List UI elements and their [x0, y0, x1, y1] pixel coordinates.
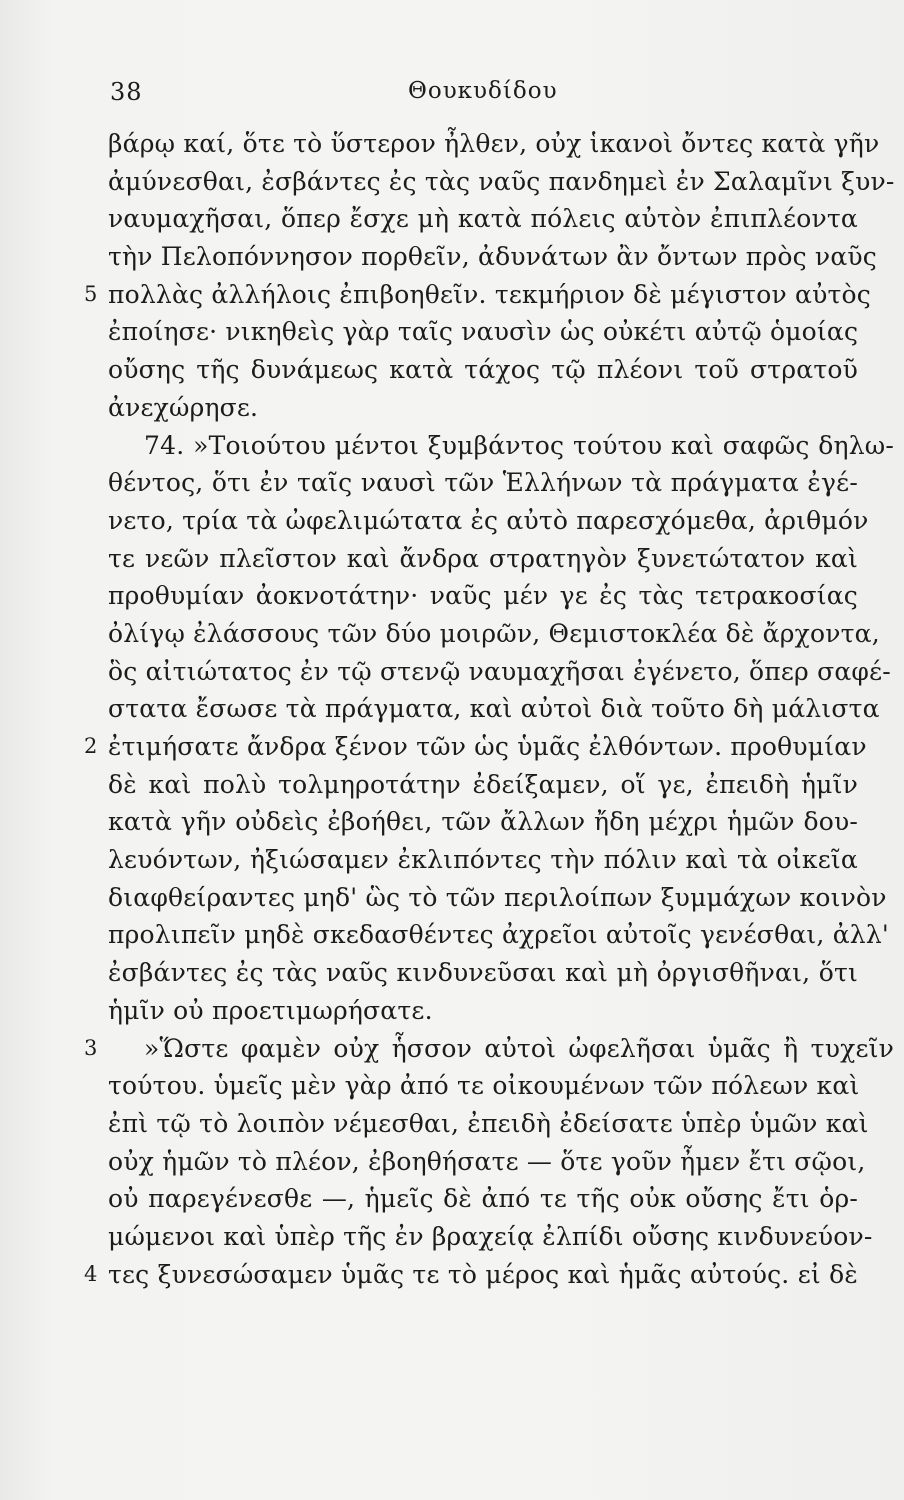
- text-line: [108, 464, 858, 502]
- line-text: προλιπεῖν μηδὲ σκεδασθέντες ἀχρεῖοι αὐτοῖς γενέσθαι, ἀλλ': [108, 920, 889, 950]
- text-line: [108, 540, 858, 578]
- line-text: οὔσης τῆς δυνάμεως κατὰ τάχος τῷ πλέονι τοῦ στρατοῦ: [108, 355, 858, 385]
- line-text: ἐπὶ τῷ τὸ λοιπὸν νέμεσθαι, ἐπειδὴ ἐδείσατε ὑπὲρ ὑμῶν καὶ: [108, 1108, 869, 1138]
- text-line: [84, 1256, 858, 1294]
- margin-section-number: 4: [84, 1261, 98, 1286]
- line-text: τες ξυνεσώσαμεν ὑμᾶς τε τὸ μέρος καὶ ἡμᾶς αὐτούς. εἰ δὲ: [108, 1259, 858, 1289]
- line-text: ἡμῖν οὐ προετιμωρήσατε.: [108, 995, 433, 1025]
- text-line: [108, 1105, 869, 1143]
- line-text: μώμενοι καὶ ὑπὲρ τῆς ἐν βραχείᾳ ἐλπίδι οὔσης κινδυνεύον-: [108, 1221, 873, 1251]
- text-line: [108, 916, 889, 954]
- text-line: [108, 351, 858, 389]
- text-line: [108, 1067, 858, 1105]
- text-line: [108, 766, 858, 804]
- line-text: λευόντων, ἠξιώσαμεν ἐκλιπόντες τὴν πόλιν καὶ τὰ οἰκεῖα: [108, 845, 858, 875]
- line-text: θέντος, ὅτι ἐν ταῖς ναυσὶ τῶν Ἑλλήνων τὰ πράγματα ἐγέ-: [108, 468, 858, 498]
- line-text: οὐχ ἡμῶν τὸ πλέον, ἐβοηθήσατε — ὅτε γοῦν ἦμεν ἔτι σῷοι,: [108, 1146, 866, 1176]
- line-text: βάρῳ καί, ὅτε τὸ ὕστερον ἦλθεν, οὐχ ἱκανοὶ ὄντες κατὰ γῆν: [108, 129, 880, 158]
- text-line: [108, 389, 858, 427]
- page-number: 38: [110, 78, 143, 106]
- text-line: [84, 728, 867, 766]
- line-text: ἀμύνεσθαι, ἐσβάντες ἐς τὰς ναῦς πανδημεὶ ἐν Σαλαμῖνι ξυν-: [108, 166, 895, 196]
- line-text: στατα ἔσωσε τὰ πράγματα, καὶ αὐτοὶ διὰ τοῦτο δὴ μάλιστα: [108, 694, 880, 724]
- line-text: τὴν Πελοπόννησον πορθεῖν, ἀδυνάτων ἂν ὄντων πρὸς ναῦς: [108, 242, 878, 272]
- line-text: διαφθείραντες μηδ' ὣς τὸ τῶν περιλοίπων ξυμμάχων κοινὸν: [108, 882, 887, 912]
- line-text: »Ὥστε φαμὲν οὐχ ἧσσον αὐτοὶ ὠφελῆσαι ὑμᾶς ἢ τυχεῖν: [144, 1033, 894, 1063]
- text-line: [108, 163, 895, 201]
- text-line: [84, 276, 871, 314]
- line-text: ναυμαχῆσαι, ὅπερ ἔσχε μὴ κατὰ πόλεις αὐτὸν ἐπιπλέοντα: [108, 204, 858, 234]
- text-line: [108, 502, 869, 540]
- text-line: [108, 1180, 858, 1218]
- line-text: νετο, τρία τὰ ὠφελιμώτατα ἐς αὐτὸ παρεσχόμεθα, ἀριθμόν: [108, 505, 869, 535]
- line-text: ἐσβάντες ἐς τὰς ναῦς κινδυνεῦσαι καὶ μὴ ὀργισθῆναι, ὅτι: [108, 958, 858, 988]
- line-text: πολλὰς ἀλλήλοις ἐπιβοηθεῖν. τεκμήριον δὲ μέγιστον αὐτὸς: [108, 279, 871, 309]
- text-line: [108, 200, 858, 238]
- text-line: [84, 1030, 894, 1068]
- text-line: [108, 427, 894, 465]
- text-line: [108, 125, 880, 163]
- line-text: τούτου. ὑμεῖς μὲν γὰρ ἀπό τε οἰκουμένων τῶν πόλεων καὶ: [108, 1071, 860, 1101]
- running-head: Θουκυδίδου: [408, 78, 558, 104]
- text-line: [108, 1218, 873, 1256]
- text-line: [108, 238, 878, 276]
- margin-section-number: 5: [84, 281, 98, 306]
- text-line: [108, 803, 858, 841]
- text-line: [108, 992, 858, 1030]
- page-header: [0, 78, 904, 118]
- text-line: [108, 313, 858, 351]
- line-text: ὃς αἰτιώτατος ἐν τῷ στενῷ ναυμαχῆσαι ἐγένετο, ὅπερ σαφέ-: [108, 656, 891, 686]
- line-text: ἐποίησε· νικηθεὶς γὰρ ταῖς ναυσὶν ὡς οὐκέτι αὐτῷ ὁμοίας: [108, 317, 859, 347]
- line-text: κατὰ γῆν οὐδεὶς ἐβοήθει, τῶν ἄλλων ἤδη μέχρι ἡμῶν δου-: [108, 807, 858, 837]
- text-line: [108, 841, 858, 879]
- line-text: τε νεῶν πλεῖστον καὶ ἄνδρα στρατηγὸν ξυνετώτατον καὶ: [108, 543, 858, 573]
- text-line: [108, 954, 858, 992]
- text-line: [108, 653, 891, 691]
- text-line: [108, 879, 887, 917]
- text-line: [108, 690, 880, 728]
- text-line: [108, 1143, 866, 1181]
- margin-section-number: 2: [84, 734, 98, 758]
- line-text: δὲ καὶ πολὺ τολμηροτάτην ἐδείξαμεν, οἵ γε, ἐπειδὴ ἡμῖν: [108, 769, 858, 799]
- line-text: προθυμίαν ἀοκνοτάτην· ναῦς μέν γε ἐς τὰς τετρακοσίας: [108, 581, 858, 611]
- line-text: ὀλίγῳ ἐλάσσους τῶν δύο μοιρῶν, Θεμιστοκλέα δὲ ἄρχοντα,: [108, 618, 880, 648]
- text-line: [108, 577, 858, 615]
- margin-section-number: 3: [84, 1035, 98, 1060]
- body-text: [84, 125, 895, 1293]
- line-text: 74. »Τοιούτου μέντοι ξυμβάντος τούτου καὶ σαφῶς δηλω-: [144, 430, 894, 460]
- line-text: ἐτιμήσατε ἄνδρα ξένον τῶν ὡς ὑμᾶς ἐλθόντων. προθυμίαν: [108, 732, 867, 761]
- line-text: ἀνεχώρησε.: [108, 392, 259, 422]
- text-line: [108, 615, 880, 653]
- line-text: οὐ παρεγένεσθε —, ἡμεῖς δὲ ἀπό τε τῆς οὐκ οὔσης ἔτι ὁρ-: [108, 1184, 858, 1214]
